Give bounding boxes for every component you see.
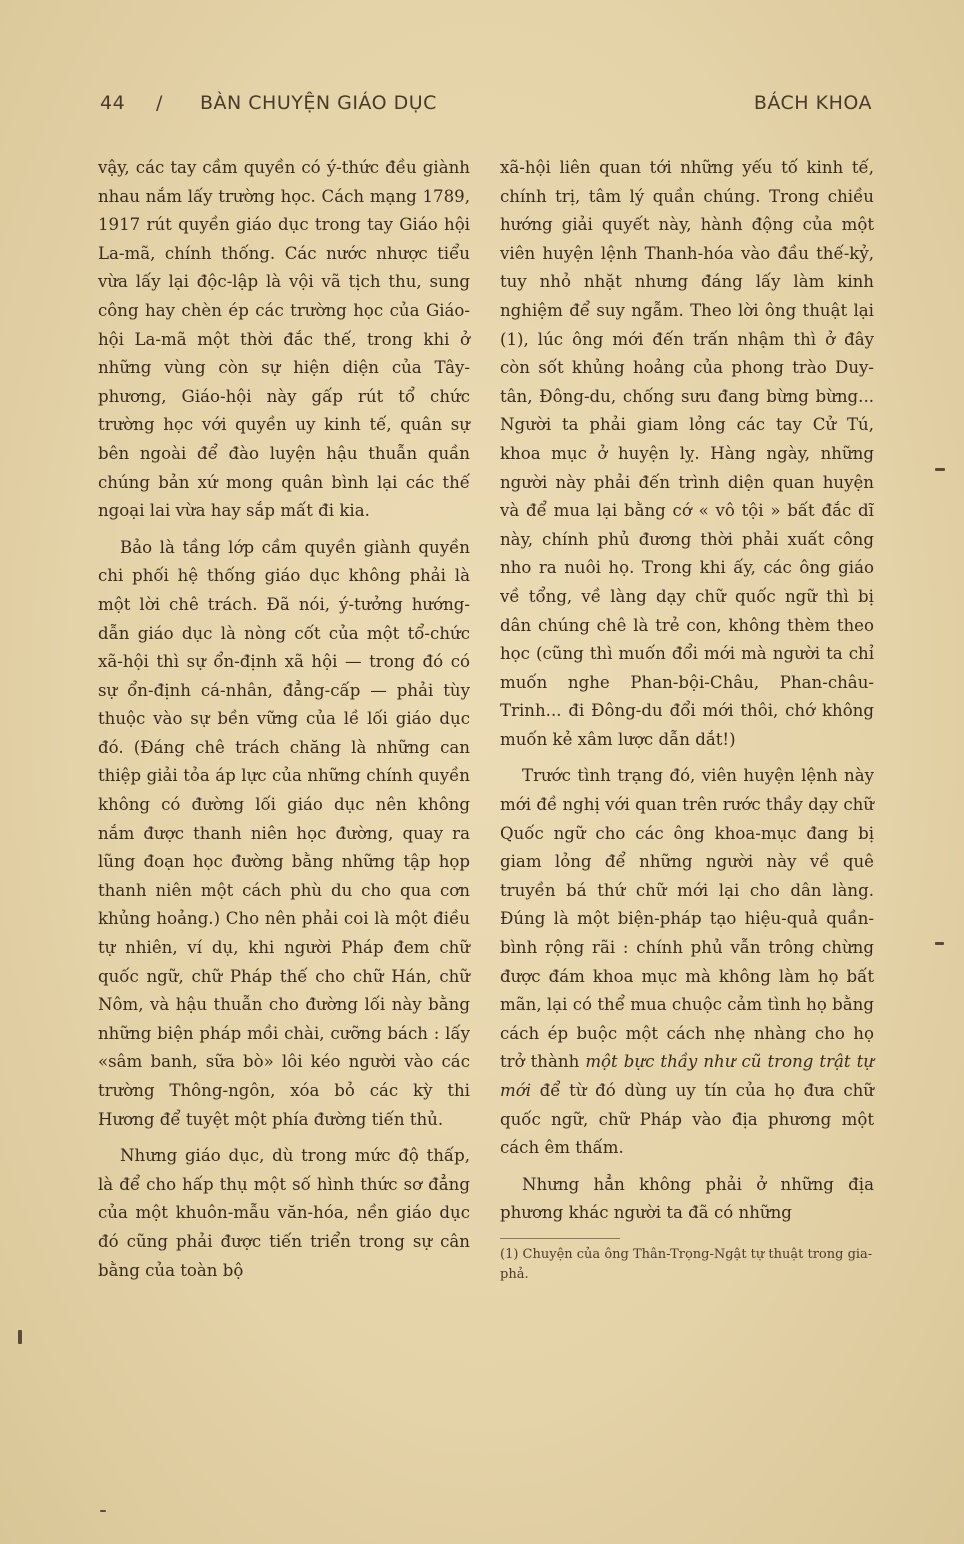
right-paragraph-2	[500, 762, 874, 1162]
left-paragraph-2: Bảo là tầng lớp cầm quyền giành quyền chi phối hệ thống giáo dục không phải là một lời chê trách. Đã nói, ý-tưởng hướng-dẫn giáo dục là nòng cốt của một tổ-chức xã-hội thì sự ổn-định xã hội — trong đó có sự ổn-định cá-nhân, đẳng-cấp — phải tùy thuộc vào sự bền vững của lề lối giáo dục đó. (Đáng chê trách chăng là những can thiệp giải tỏa áp lực của những chính quyền không có đường lối giáo dục nên không nắm được thanh niên học đường, quay ra lũng đoạn học đường bằng những tập họp thanh niên một cách phù du cho qua cơn khủng hoảng.) Cho nên phải coi là một điều tự nhiên, ví dụ, khi người Pháp đem chữ quốc ngữ, chữ Pháp thế cho chữ Hán, chữ Nôm, và hậu thuẫn cho đường lối này bằng những biện pháp mồi chài, cưỡng bách : lấy «sâm banh, sữa bò» lôi kéo người vào các trường Thông-ngôn, xóa bỏ các kỳ thi Hương để tuyệt một phía đường tiến thủ.	[98, 537, 470, 1129]
section-title: BÀN CHUYỆN GIÁO DỤC	[200, 92, 437, 114]
margin-mark	[18, 1330, 22, 1344]
margin-mark	[935, 468, 945, 471]
margin-mark	[935, 942, 944, 945]
left-column	[98, 154, 470, 1285]
magazine-title: BÁCH KHOA	[753, 92, 872, 114]
left-paragraph-3: Nhưng giáo dục, dù trong mức độ thấp, là để cho hấp thụ một số hình thức sơ đẳng của một khuôn-mẫu văn-hóa, nền giáo dục đó cũng phải được tiến triển trong sự cân bằng của toàn bộ	[98, 1146, 470, 1280]
footnote: (1) Chuyện của ông Thân-Trọng-Ngật tự thuật trong gia-phả.	[500, 1246, 873, 1282]
left-paragraph-1: vậy, các tay cầm quyền có ý-thức đều giành nhau nắm lấy trường học. Cách mạng 1789, 1917 rút quyền giáo dục trong tay Giáo hội La-mã, chính thống. Các nước nhược tiểu vừa lấy lại độc-lập là vội vã tịch thu, sung công hay chèn ép các trường học của Giáo-hội La-mã một thời đắc thế, trong khi ở những vùng còn sự hiện diện của Tây-phương, Giáo-hội này gấp rút tổ chức trường học với quyền uy kinh tế, quân sự bên ngoài để đào luyện hậu thuẫn quần chúng bản xứ mong quân bình lại các thế ngoại lai vừa hay sắp mất đi kia.	[98, 158, 470, 521]
right-paragraph-1: xã-hội liên quan tới những yếu tố kinh tế, chính trị, tâm lý quần chúng. Trong chiều hướng giải quyết này, hành động của một viên huyện lệnh Thanh-hóa vào đầu thế-kỷ, tuy nhỏ nhặt nhưng đáng lấy làm kinh nghiệm để suy ngẫm. Theo lời ông thuật lại (1), lúc ông mới đến trấn nhậm thì ở đây còn sốt khủng hoảng của phong trào Duy-tân, Đông-du, chống sưu đang bừng bừng... Người ta phải giam lỏng các tay Cử Tú, khoa mục ở huyện lỵ. Hàng ngày, những người này phải đến trình diện quan huyện và để mua lại bằng cớ « vô tội » bất đắc dĩ này, chính phủ đương thời phải xuất công nho ra nuôi họ. Trong khi ấy, các ông giáo về tổng, về làng dạy chữ quốc ngữ thì bị dân chúng chê là trẻ con, không thèm theo học (cũng thì muốn đổi mới mà người ta chỉ muốn nghe Phan-bội-Châu, Phan-châu-Trinh... đi Đông-du đổi mới thôi, chớ không muốn kẻ xâm lược dẫn dắt!)	[500, 158, 874, 749]
right-column	[500, 154, 874, 1285]
right-paragraph-3: Nhưng hẳn không phải ở những địa phương khác người ta đã có những	[500, 1174, 874, 1223]
right-paragraph-2-start: Trước tình trạng đó, viên huyện lệnh này mới đề nghị với quan trên rước thầy dạy chữ Quốc ngữ cho các ông khoa-mục đang bị giam lỏng để những người này về quê truyền bá thứ chữ mới lại cho dân làng. Đúng là một biện-pháp tạo hiệu-quả quần-bình rộng rãi : chính phủ vẫn trông chừng được đám khoa mục mà không làm họ bất mãn, lại có thể mua chuộc cảm tình họ bằng cách ép buộc một cách nhẹ nhàng cho họ trở thành	[500, 766, 874, 1072]
right-paragraph-2-end: để từ đó dùng uy tín của họ đưa chữ quốc ngữ, chữ Pháp vào địa phương một cách êm thấm.	[500, 1081, 874, 1158]
margin-mark	[100, 1510, 106, 1512]
running-header	[100, 92, 872, 122]
italic-phrase: một bực thầy như cũ trong trật tự mới	[500, 1052, 874, 1100]
footnote-rule	[500, 1238, 620, 1239]
header-separator: /	[156, 92, 163, 114]
page-number: 44	[100, 92, 126, 114]
